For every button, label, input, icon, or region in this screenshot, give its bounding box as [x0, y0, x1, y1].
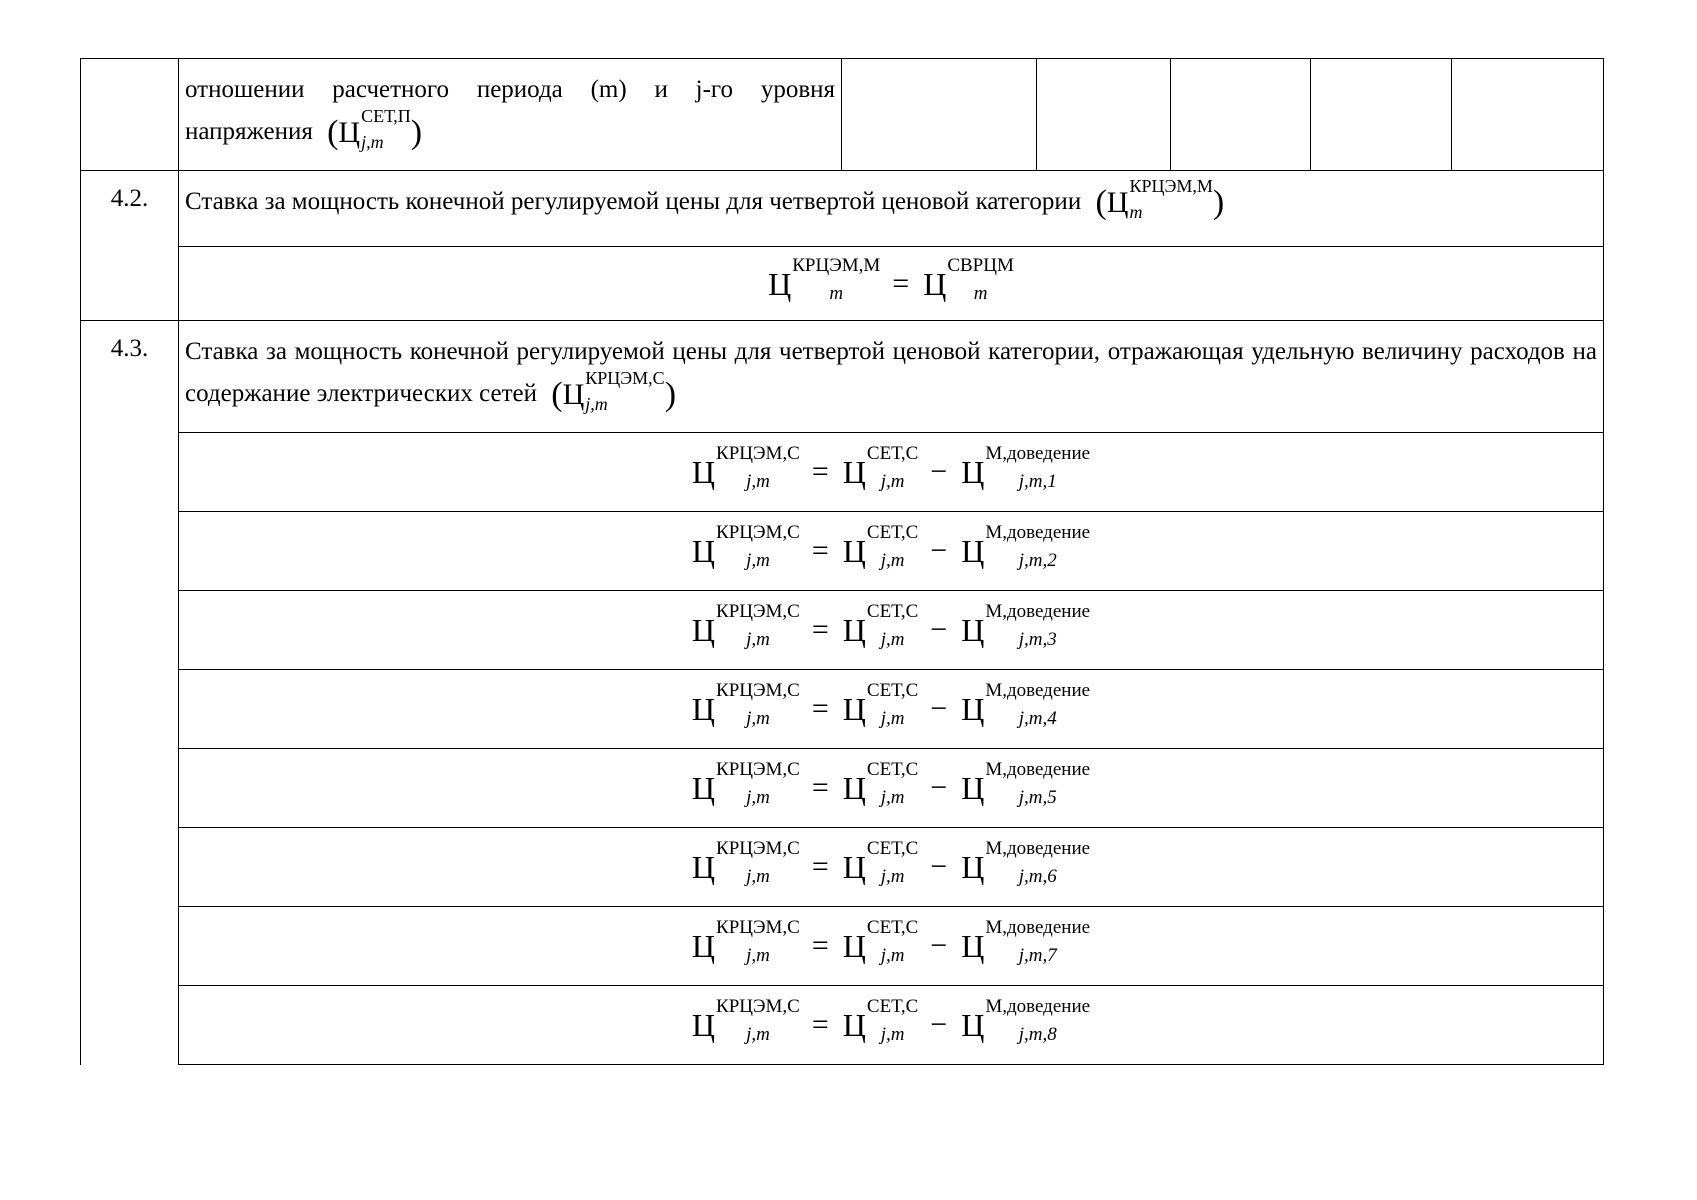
value-cell	[1037, 59, 1171, 171]
formula: Ц КРЦЭМ,C j,m = Ц СЕТ,C j,m − Ц М,доведение j,m,6	[691, 838, 1091, 887]
inline-formula: ( Ц КРЦЭМ,C j,m )	[551, 368, 677, 415]
table-row	[81, 59, 1604, 171]
table-row	[81, 171, 1604, 247]
formula-cell	[179, 247, 1604, 321]
tariff-table	[80, 58, 1604, 1065]
formula-cell	[179, 670, 1604, 749]
table-row	[81, 512, 1604, 591]
value-cell	[1311, 59, 1452, 171]
value-cell	[1171, 59, 1311, 171]
value-cell	[1452, 59, 1604, 171]
description-text: отношении расчетного периода (m) и j-го уровня напряжения	[185, 76, 835, 145]
formula-cell	[179, 986, 1604, 1065]
formula-cell	[179, 512, 1604, 591]
formula: Ц КРЦЭМ,C j,m = Ц СЕТ,C j,m − Ц М,доведение j,m,1	[691, 443, 1091, 492]
table-row	[81, 828, 1604, 907]
table-row	[81, 907, 1604, 986]
description-cell	[179, 59, 842, 171]
formula: Ц КРЦЭМ,C j,m = Ц СЕТ,C j,m − Ц М,доведение j,m,8	[691, 996, 1091, 1045]
formula: Ц КРЦЭМ,C j,m = Ц СЕТ,C j,m − Ц М,доведение j,m,2	[691, 522, 1091, 571]
formula-cell	[179, 433, 1604, 512]
formula: Ц КРЦЭМ,C j,m = Ц СЕТ,C j,m − Ц М,доведение j,m,4	[691, 680, 1091, 729]
table-row	[81, 591, 1604, 670]
row-number-cell: 4.3.	[81, 321, 179, 1065]
description-text: Ставка за мощность конечной регулируемой цены для четвертой ценовой категории, отражающая удельную величину расходов на содержание электрических сетей	[185, 338, 1597, 407]
formula-cell	[179, 749, 1604, 828]
table-row	[81, 433, 1604, 512]
formula: Ц КРЦЭМ,C j,m = Ц СЕТ,C j,m − Ц М,доведение j,m,7	[691, 917, 1091, 966]
formula-cell	[179, 828, 1604, 907]
formula: Ц КРЦЭМ,C j,m = Ц СЕТ,C j,m − Ц М,доведение j,m,3	[691, 601, 1091, 650]
table-row	[81, 247, 1604, 321]
formula-cell	[179, 907, 1604, 986]
value-cell	[842, 59, 1037, 171]
formula: Ц КРЦЭМ,М m = Ц СВРЦМ m	[768, 254, 1014, 304]
table-row	[81, 986, 1604, 1065]
row-number-cell	[81, 59, 179, 171]
inline-formula: ( Ц КРЦЭМ,М m )	[1095, 176, 1225, 223]
formula-cell	[179, 591, 1604, 670]
table-row	[81, 321, 1604, 433]
row-number-cell: 4.2.	[81, 171, 179, 321]
description-cell	[179, 321, 1604, 433]
inline-formula: ( Ц СЕТ,П j,m )	[327, 106, 423, 153]
table-row	[81, 749, 1604, 828]
description-cell	[179, 171, 1604, 247]
description-text: Ставка за мощность конечной регулируемой цены для четвертой ценовой категории	[185, 188, 1082, 215]
formula: Ц КРЦЭМ,C j,m = Ц СЕТ,C j,m − Ц М,доведение j,m,5	[691, 759, 1091, 808]
table-row	[81, 670, 1604, 749]
